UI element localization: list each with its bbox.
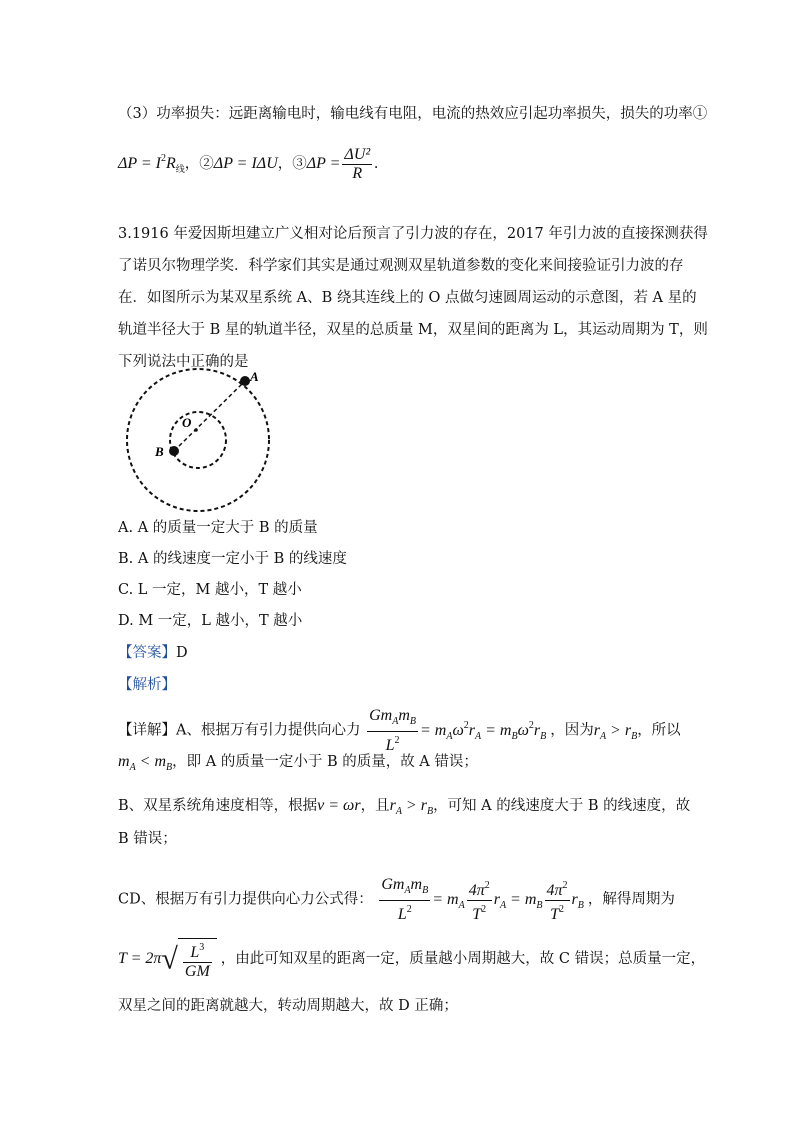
analysis-label: 【解析】 — [118, 677, 176, 693]
option-b: B. A 的线速度一定小于 B 的线速度 — [118, 551, 347, 567]
option-a: A. A 的质量一定大于 B 的质量 — [118, 520, 318, 536]
analysis-b-line1 — [118, 796, 690, 822]
question-line-2: 了诺贝尔物理学奖．科学家们其实是通过观测双星轨道参数的变化来间接验证引力波的存 — [118, 258, 684, 274]
analysis-cd-line1 — [118, 876, 675, 924]
analysis-cd-text2: ，由此可知双星的距离一定，质量越小周期越大，故 C 错误；总质量一定， — [220, 951, 706, 968]
label-o: O — [182, 415, 192, 430]
center-o — [194, 428, 198, 432]
analysis-b-condition: $r_A > r_B$ — [389, 797, 434, 817]
answer-label: 【答案】 — [118, 645, 176, 661]
option-d: D. M 一定，L 越小，T 越小 — [118, 613, 303, 629]
analysis-b-line2: B 错误； — [118, 831, 177, 847]
analysis-a-conclusion: ，即 A 的质量一定小于 B 的质量，故 A 错误； — [172, 754, 478, 770]
section3-formulas — [118, 146, 378, 183]
question-line-5: 下列说法中正确的是 — [118, 354, 249, 370]
analysis-a-line1 — [118, 707, 681, 755]
star-b — [169, 446, 179, 456]
analysis-cd-period-formula: T = 2π√ $\frac{L^3}{GM}$ — [118, 950, 221, 967]
question-line-3: 在．如图所示为某双星系统 A、B 绕其连线上的 O 点做匀速圆周运动的示意图，若 A 星的 — [118, 290, 697, 306]
label-a: A — [250, 369, 259, 384]
answer-value: D — [176, 645, 188, 661]
analysis-cd-line2 — [118, 938, 705, 981]
analysis-b-text1: B、双星系统角速度相等，根据 — [118, 798, 318, 814]
orbit-a-circle — [127, 369, 269, 511]
analysis-a-end: ，所以 — [637, 722, 681, 739]
star-a — [240, 376, 250, 386]
analysis-a-prefix: 【详解】A、根据万有引力提供向心力 — [118, 722, 361, 739]
formula-separator-2: ，② — [184, 156, 214, 173]
analysis-a-equation: $\frac{Gm_Am_B}{L^2}$ = $m_A\omega^2r_A = m_B\omega^2r_B$ — [369, 707, 547, 754]
analysis-a-condition: $r_A > r_B$ — [593, 721, 638, 742]
option-c: C. L 一定，M 越小，T 越小 — [118, 582, 302, 598]
formula-power-loss-1: $\Delta P = I^2R_线$ — [118, 153, 185, 175]
analysis-b-text2: ，且 — [360, 798, 390, 814]
question-line-1: 3.1916 年爱因斯坦建立广义相对论后预言了引力波的存在，2017 年引力波的直接探测获得 — [118, 226, 708, 242]
analysis-cd-equation: $\frac{Gm_Am_B}{L^2}$ = $m_A$ $\frac{4\pi^2}{T^2}$ $r_A = m_B$ $\frac{4\pi^2}{T^2}$ $r_B$ — [381, 876, 584, 923]
orbit-b-circle — [170, 412, 226, 468]
analysis-b-formula: v = ωr — [317, 797, 361, 814]
analysis-a-mass-relation: $m_A < m_B$ — [118, 753, 173, 773]
binary-star-figure — [118, 360, 278, 520]
analysis-cd-prefix: CD、根据万有引力提供向心力公式得： — [118, 891, 373, 908]
analysis-a-line2 — [118, 752, 478, 778]
analysis-b-text3: ，可知 A 的线速度大于 B 的线速度，故 — [433, 798, 691, 814]
label-b: B — [155, 444, 164, 459]
question-line-4: 轨道半径大于 B 星的轨道半径，双星的总质量 M，双星间的距离为 L，其运动周期为 T，则 — [118, 322, 708, 338]
answer-line — [118, 643, 188, 663]
formula-separator-3: ，③ — [277, 156, 307, 173]
analysis-cd-line3: 双星之间的距离就越大，转动周期越大，故 D 正确； — [118, 998, 458, 1014]
formula-power-loss-3: ΔP = $\frac{\text{ΔU²}}{R}$ . — [306, 146, 379, 182]
analysis-cd-end: ，解得周期为 — [587, 891, 675, 908]
formula-power-loss-2: ΔP = IΔU — [213, 155, 278, 173]
analysis-a-mid: ，因为 — [550, 722, 594, 739]
section3-line1: （3）功率损失：远距离输电时，输电线有电阻，电流的热效应引起功率损失，损失的功率① — [118, 106, 708, 122]
